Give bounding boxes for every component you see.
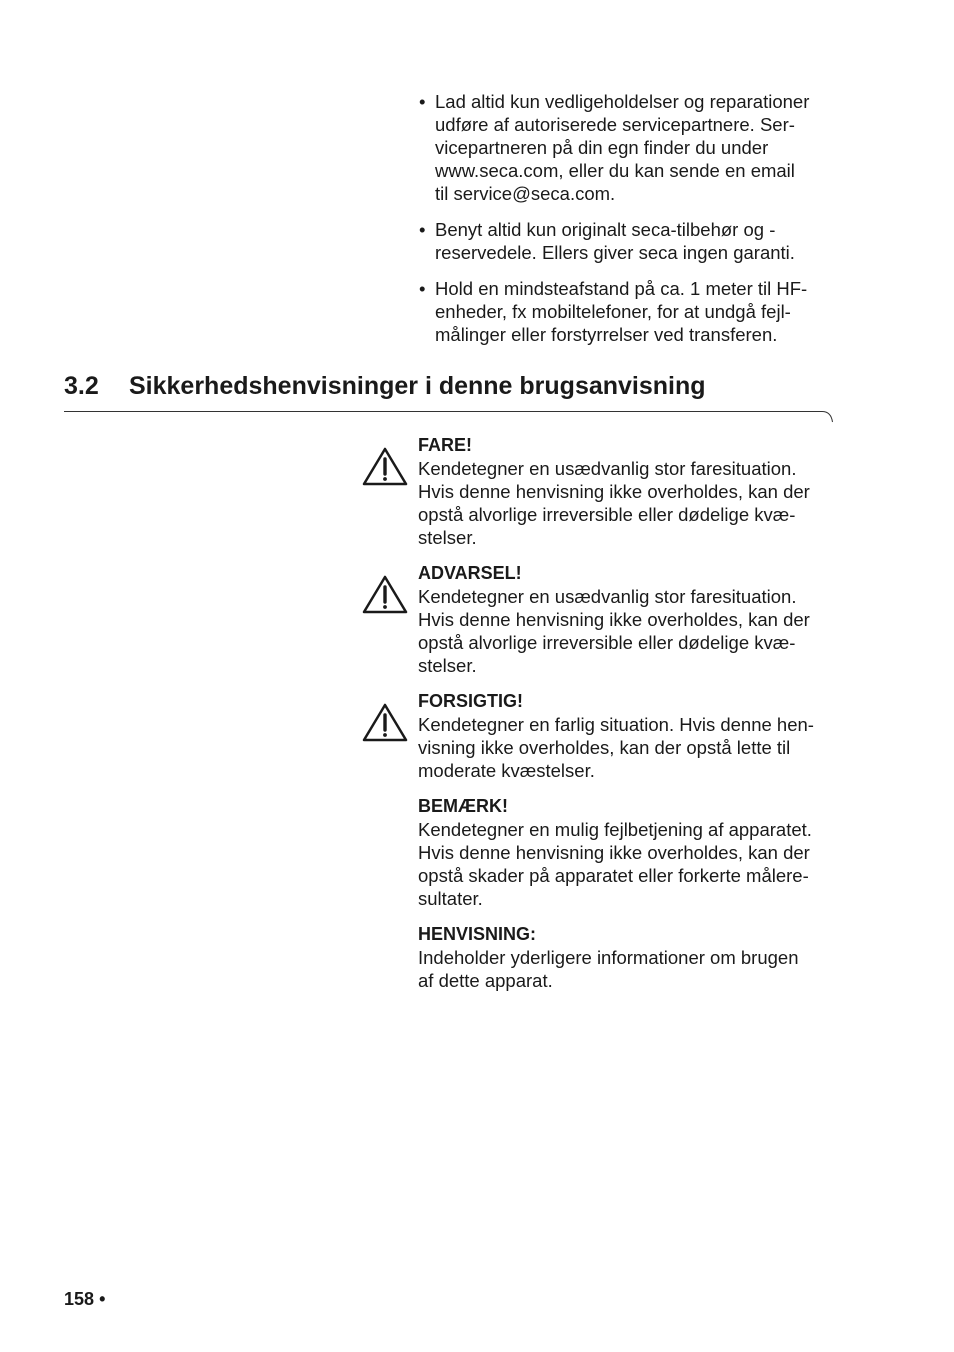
- notice-label: HENVISNING:: [418, 924, 537, 944]
- notice-body: Kendetegner en usædvanlig stor faresituation. Hvis denne henvisning ikke overholdes, kan der opstå alvorlige irreversible eller dødelige kvæ- stelser.: [418, 586, 810, 676]
- warning-triangle-icon: [362, 446, 408, 486]
- notice-body: Kendetegner en farlig situation. Hvis denne hen- visning ikke overholdes, kan der opstå lette til moderate kvæstelser.: [418, 714, 814, 781]
- notice-label: BEMÆRK!: [418, 796, 508, 816]
- bullet-list: [418, 90, 848, 359]
- notice-label: FORSIGTIG!: [418, 691, 523, 711]
- bullet-text: Lad altid kun vedligeholdelser og reparationer udføre af autoriserede servicepartnere. Ser- vicepartneren på din egn finder du under www.seca.com, eller du kan sende en email til service@seca.com.: [435, 91, 810, 204]
- notice-forsigtig: [360, 690, 850, 782]
- notice-fare: [360, 434, 850, 549]
- section-divider: [64, 410, 834, 426]
- bullet-marker: •: [419, 219, 426, 240]
- bullet-marker: •: [419, 91, 426, 112]
- safety-notices: [360, 434, 850, 1005]
- bullet-text: Hold en mindsteafstand på ca. 1 meter til HF- enheder, fx mobiltelefoner, for at undgå fejl- målinger eller forstyrrelser ved transferen.: [435, 278, 808, 345]
- notice-body: Kendetegner en mulig fejlbetjening af apparatet. Hvis denne henvisning ikke overholdes, kan der opstå skader på apparatet eller forkerte målere- sultater.: [418, 819, 812, 909]
- list-item: [418, 277, 848, 346]
- warning-triangle-icon: [362, 702, 408, 742]
- section-title: Sikkerhedshenvisninger i denne brugsanvisning: [129, 372, 706, 400]
- notice-label: FARE!: [418, 435, 472, 455]
- notice-advarsel: [360, 562, 850, 677]
- bullet-marker: •: [419, 278, 426, 299]
- bullet-text: Benyt altid kun originalt seca-tilbehør og - reservedele. Ellers giver seca ingen garanti.: [435, 219, 795, 263]
- notice-body: Kendetegner en usædvanlig stor faresituation. Hvis denne henvisning ikke overholdes, kan der opstå alvorlige irreversible eller dødelige kvæ- stelser.: [418, 458, 810, 548]
- footer-marker: •: [99, 1289, 106, 1309]
- warning-triangle-icon: [362, 574, 408, 614]
- notice-henvisning: [360, 923, 850, 992]
- page-footer: [64, 1288, 105, 1311]
- notice-label: ADVARSEL!: [418, 563, 522, 583]
- notice-body: Indeholder yderligere informationer om brugen af dette apparat.: [418, 947, 799, 991]
- section-number: 3.2: [64, 372, 99, 400]
- page-number: 158: [64, 1289, 95, 1309]
- list-item: [418, 218, 848, 264]
- section-heading: [64, 370, 706, 402]
- list-item: [418, 90, 848, 205]
- notice-bemaerk: [360, 795, 850, 910]
